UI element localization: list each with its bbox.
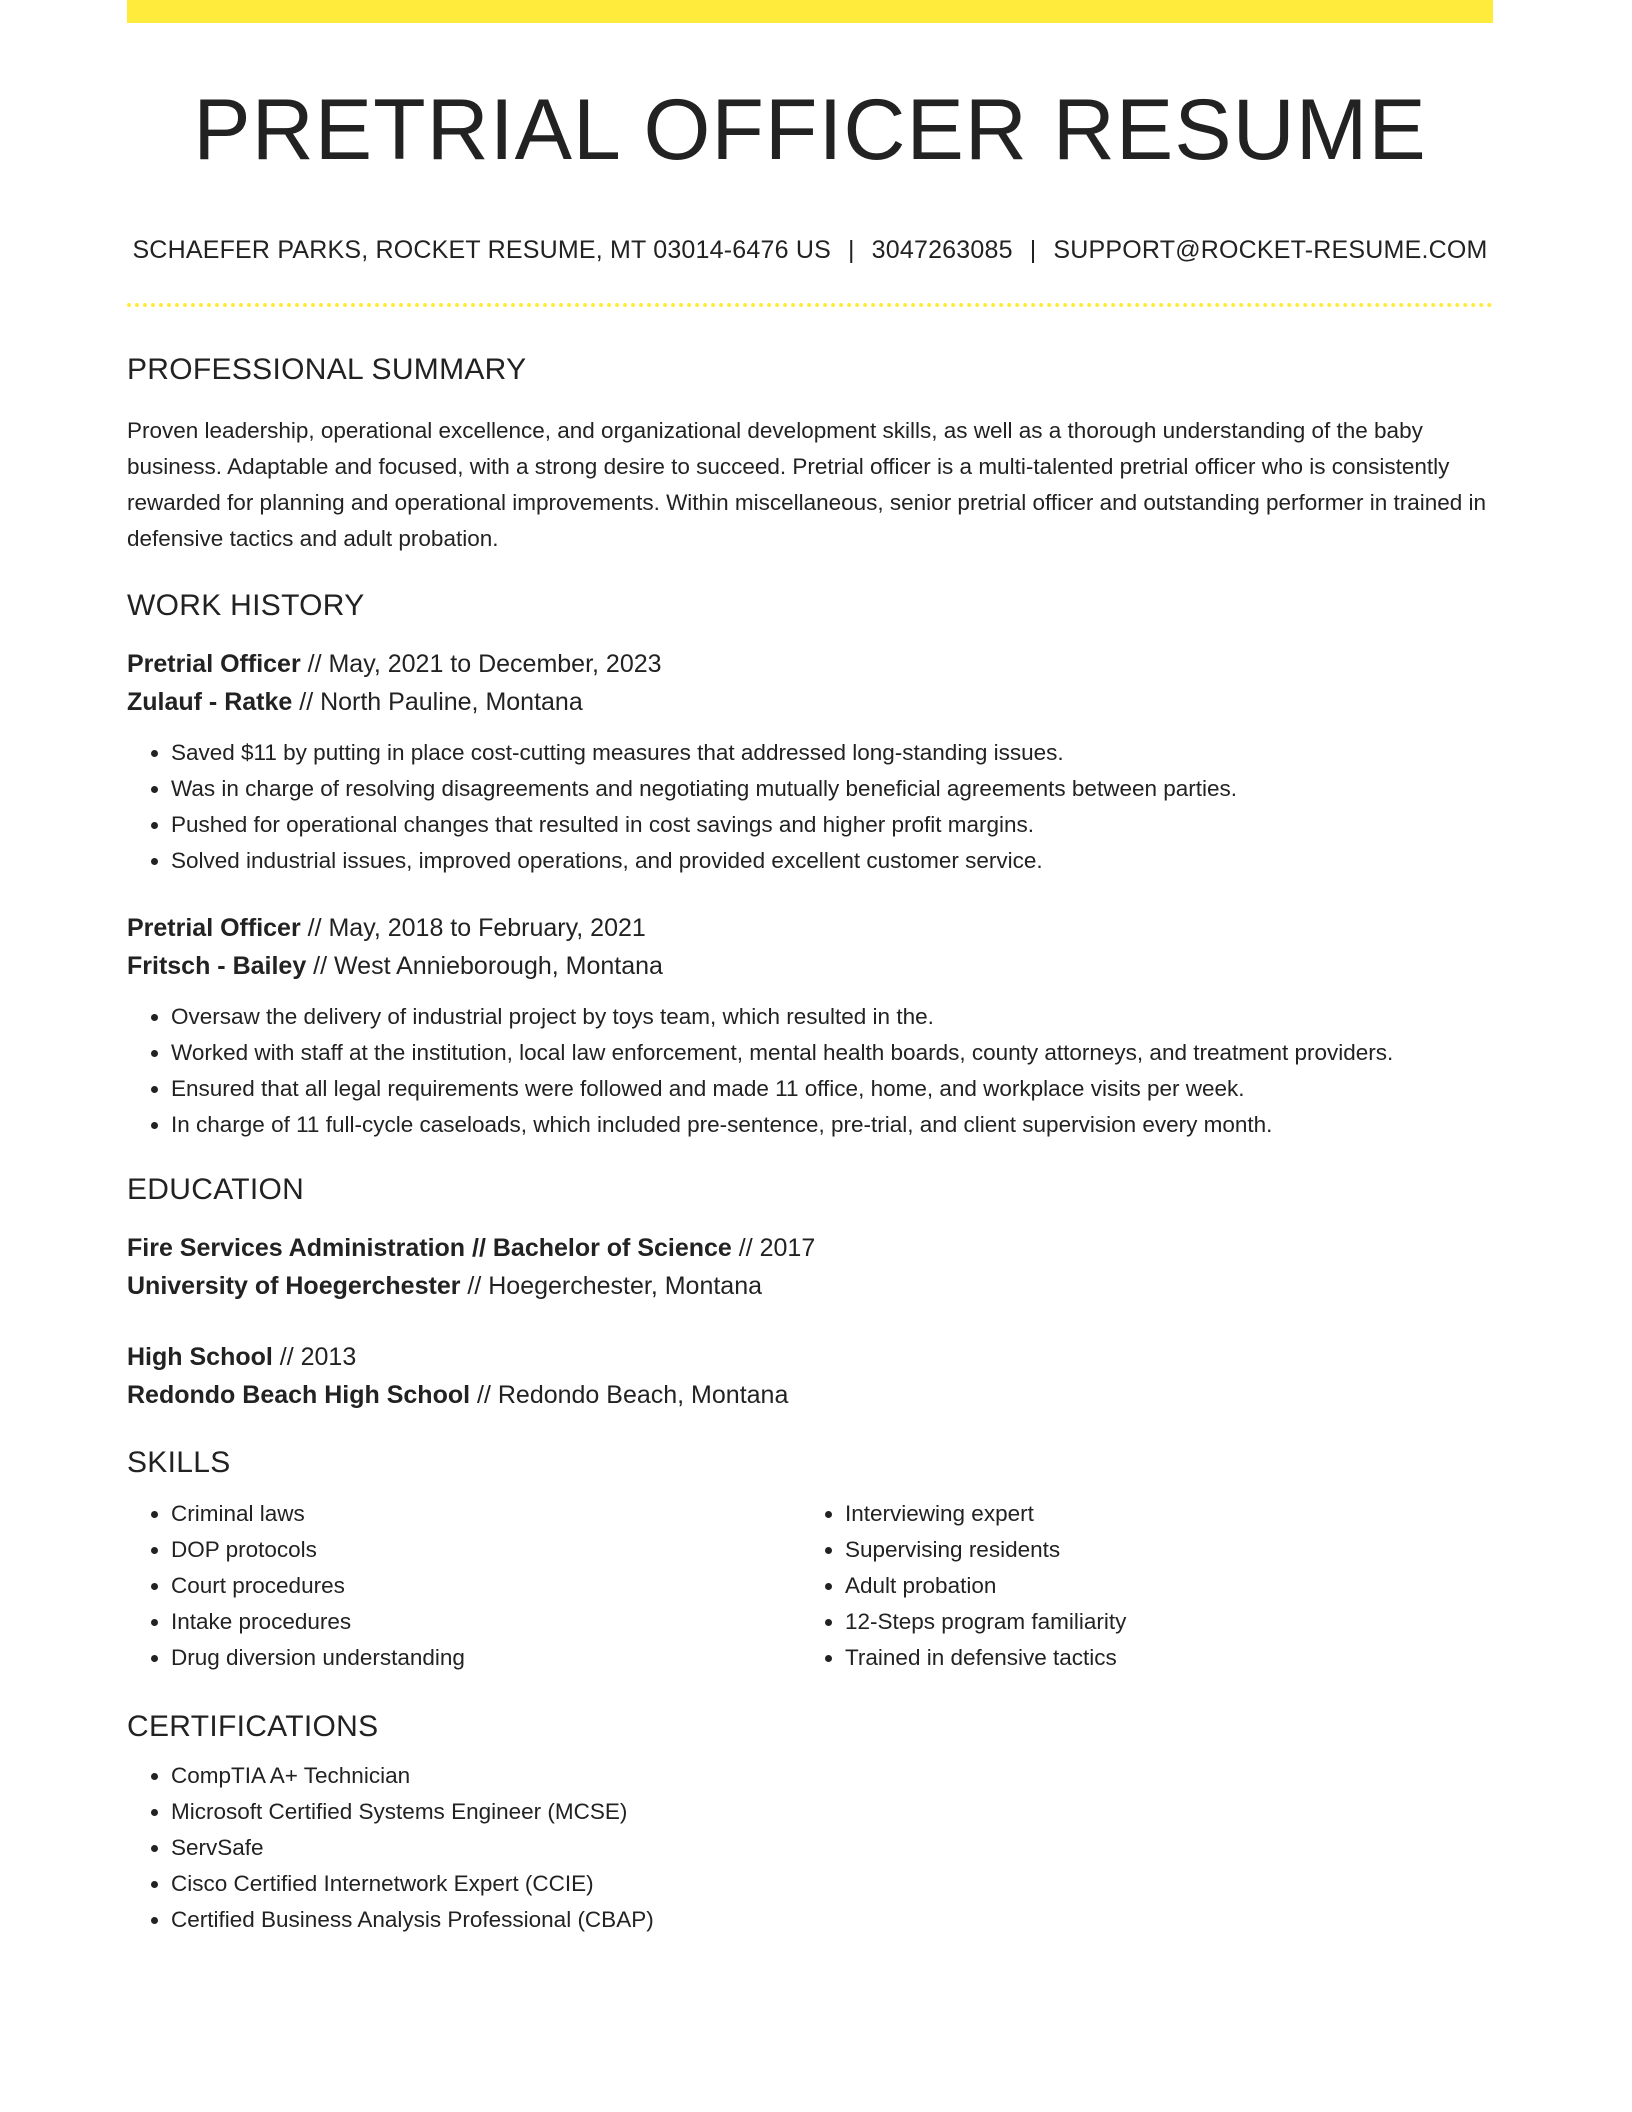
job-company-line bbox=[127, 947, 1493, 985]
resume-title: PRETRIAL OFFICER RESUME bbox=[193, 82, 1427, 178]
job-location: // West Annieborough, Montana bbox=[306, 951, 663, 980]
list-item: • DOP protocols bbox=[171, 1532, 801, 1568]
contact-phone: 3047263085 bbox=[871, 235, 1013, 264]
list-item: • Court procedures bbox=[171, 1568, 801, 1604]
education-school: Redondo Beach High School bbox=[127, 1380, 471, 1409]
list-item: • In charge of 11 full-cycle caseloads, which included pre-sentence, pre-trial, and client supervision every month. bbox=[171, 1107, 1493, 1143]
job-title: Pretrial Officer bbox=[127, 913, 301, 942]
list-item: • Was in charge of resolving disagreements and negotiating mutually beneficial agreements between parties. bbox=[171, 771, 1493, 807]
job-header bbox=[127, 909, 1493, 985]
list-item: • Ensured that all legal requirements were followed and made 11 office, home, and workplace visits per week. bbox=[171, 1071, 1493, 1107]
education-entry bbox=[127, 1338, 1493, 1414]
job-dates: // May, 2018 to February, 2021 bbox=[300, 913, 646, 942]
list-item: • Drug diversion understanding bbox=[171, 1640, 801, 1676]
list-item: • Intake procedures bbox=[171, 1604, 801, 1640]
job-title: Pretrial Officer bbox=[127, 649, 301, 678]
education-school-line bbox=[127, 1376, 1493, 1414]
skills-grid bbox=[127, 1496, 1493, 1676]
education-degree: High School bbox=[127, 1342, 273, 1371]
contact-separator: | bbox=[1029, 235, 1037, 264]
list-item: • Trained in defensive tactics bbox=[845, 1640, 1475, 1676]
education-year: // 2013 bbox=[272, 1342, 357, 1371]
list-item: • Cisco Certified Internetwork Expert (CCIE) bbox=[171, 1866, 1493, 1902]
list-item: • 12-Steps program familiarity bbox=[845, 1604, 1475, 1640]
list-item: • Interviewing expert bbox=[845, 1496, 1475, 1532]
list-item: • Adult probation bbox=[845, 1568, 1475, 1604]
education-degree-line bbox=[127, 1229, 1493, 1267]
list-item: • Supervising residents bbox=[845, 1532, 1475, 1568]
list-item: • Saved $11 by putting in place cost-cutting measures that addressed long-standing issues. bbox=[171, 735, 1493, 771]
summary-heading: PROFESSIONAL SUMMARY bbox=[127, 352, 527, 386]
summary-text: Proven leadership, operational excellence, and organizational development skills, as well as a thorough understanding of the baby business. Adaptable and focused, with a strong desire to succeed. Pretrial officer is a multi-talented pretrial officer who is consistently rewarded for planning and operational improvements. Within miscellaneous, senior pretrial officer and outstanding performer in trained in defensive tactics and adult probation. bbox=[127, 417, 1487, 551]
list-item: • Worked with staff at the institution, local law enforcement, mental health boards, county attorneys, and treatment providers. bbox=[171, 1035, 1493, 1071]
dotted-divider bbox=[127, 303, 1493, 307]
skills-column-left bbox=[127, 1496, 801, 1676]
education-location: // Hoegerchester, Montana bbox=[460, 1271, 763, 1300]
contact-address: SCHAEFER PARKS, ROCKET RESUME, MT 03014-6476 US bbox=[132, 235, 831, 264]
list-item: • Certified Business Analysis Professional (CBAP) bbox=[171, 1902, 1493, 1938]
job-company: Zulauf - Ratke bbox=[127, 687, 293, 716]
job-dates: // May, 2021 to December, 2023 bbox=[300, 649, 662, 678]
list-item: • Solved industrial issues, improved operations, and provided excellent customer service. bbox=[171, 843, 1493, 879]
job-title-line bbox=[127, 645, 1493, 683]
list-item: • Oversaw the delivery of industrial project by toys team, which resulted in the. bbox=[171, 999, 1493, 1035]
education-degree: Fire Services Administration // Bachelor of Science bbox=[127, 1233, 732, 1262]
education-degree-line bbox=[127, 1338, 1493, 1376]
contact-separator: | bbox=[847, 235, 855, 264]
skills-column-right bbox=[801, 1496, 1475, 1676]
list-item: • Criminal laws bbox=[171, 1496, 801, 1532]
contact-email: SUPPORT@ROCKET-RESUME.COM bbox=[1053, 235, 1488, 264]
job-title-line bbox=[127, 909, 1493, 947]
job-header bbox=[127, 645, 1493, 721]
list-item: • Pushed for operational changes that resulted in cost savings and higher profit margins. bbox=[171, 807, 1493, 843]
work-history-heading: WORK HISTORY bbox=[127, 588, 365, 622]
skills-heading: SKILLS bbox=[127, 1445, 231, 1479]
job-company-line bbox=[127, 683, 1493, 721]
resume-page bbox=[127, 0, 1493, 1938]
education-school: University of Hoegerchester bbox=[127, 1271, 461, 1300]
certifications-heading: CERTIFICATIONS bbox=[127, 1709, 379, 1743]
education-heading: EDUCATION bbox=[127, 1172, 305, 1206]
list-item: • CompTIA A+ Technician bbox=[171, 1758, 1493, 1794]
list-item: • Microsoft Certified Systems Engineer (MCSE) bbox=[171, 1794, 1493, 1830]
accent-top-bar bbox=[127, 0, 1493, 23]
job-bullets bbox=[127, 735, 1493, 879]
education-location: // Redondo Beach, Montana bbox=[470, 1380, 789, 1409]
certifications-list bbox=[127, 1758, 1493, 1938]
education-entry bbox=[127, 1229, 1493, 1305]
education-school-line bbox=[127, 1267, 1493, 1305]
education-year: // 2017 bbox=[731, 1233, 816, 1262]
job-location: // North Pauline, Montana bbox=[292, 687, 583, 716]
job-bullets bbox=[127, 999, 1493, 1143]
contact-line bbox=[127, 236, 1493, 265]
list-item: • ServSafe bbox=[171, 1830, 1493, 1866]
job-company: Fritsch - Bailey bbox=[127, 951, 307, 980]
